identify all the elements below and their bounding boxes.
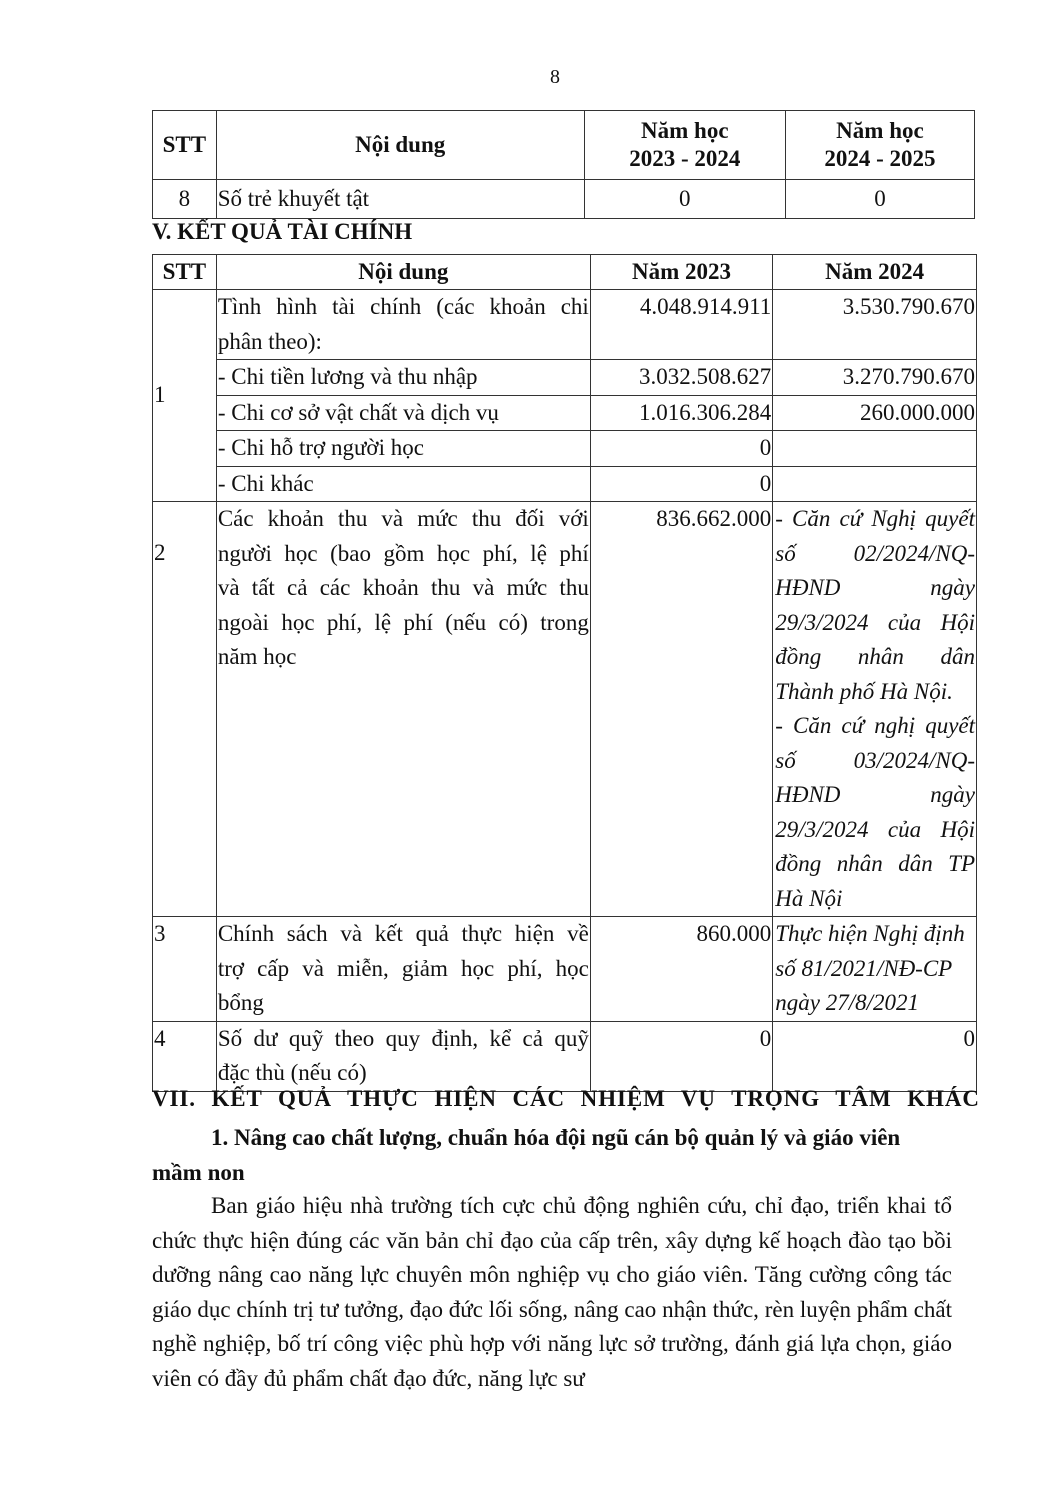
header-line: 2024 - 2025 [824, 146, 936, 171]
cell-stt [153, 502, 217, 917]
cell-noi-dung [216, 502, 590, 917]
cell-stt: 1 [153, 290, 217, 502]
cell-value-2024 [773, 431, 977, 467]
text-line: Các khoản thu và mức thu đối với [217, 506, 589, 531]
cell-value-2024: 0 [773, 1021, 977, 1091]
cell-note-2024 [773, 502, 977, 917]
note-line: 29/3/2024 của Hội [775, 609, 975, 635]
body-paragraph: Ban giáo hiệu nhà trường tích cực chủ động nghiên cứu, chỉ đạo, triển khai tổ chức thực hiện đúng các văn bản chỉ đạo của cấp trên, xây dựng kế hoạch đào tạo bồi dưỡng nâng cao năng lực chuyên môn nghiệp vụ cho giáo viên. Tăng cường công tác giáo dục chính trị tư tưởng, đạo đức lối sống, nâng cao nhận thức, rèn luyện phẩm chất nghề nghiệp, bố trí công việc phù hợp với năng lực sở trường, đánh giá lựa chọn, giáo viên có đầy đủ phẩm chất đạo đức, năng lực sư [152, 1193, 952, 1391]
table-row [153, 466, 977, 502]
text-line: và tất cả các khoản thu và mức thu [217, 575, 589, 600]
section-heading-other-tasks: VII. KẾT QUẢ THỰC HIỆN CÁC NHIỆM VỤ TRỌNG TÂM KHÁC [152, 1086, 980, 1111]
cell-value-2024: 3.530.790.670 [773, 290, 977, 360]
cell-note-2024 [773, 917, 977, 1022]
note-line: - Căn cứ Nghị quyết [775, 506, 975, 531]
cell-value-2023: 860.000 [590, 917, 772, 1022]
note-line: 29/3/2024 của Hội [775, 816, 975, 842]
cell-noi-dung: - Chi cơ sở vật chất và dịch vụ [216, 395, 590, 431]
stt-number: 2 [154, 540, 166, 565]
cell-value-2024: 3.270.790.670 [773, 360, 977, 396]
text-line: trợ cấp và miễn, giảm học phí, học [217, 955, 589, 981]
cell-value-2023: 0 [590, 1021, 772, 1091]
cell-noi-dung [216, 1021, 590, 1091]
subsection-heading: 1. Nâng cao chất lượng, chuẩn hóa đội ngũ cán bộ quản lý và giáo viên mầm non [152, 1125, 901, 1185]
table-row [153, 1021, 977, 1091]
cell-noi-dung: Số trẻ khuyết tật [216, 180, 584, 219]
note-line: Thành phố Hà Nội. [775, 678, 953, 704]
header-nam-hoc-2024-2025 [785, 111, 974, 180]
cell-value-2023: 0 [590, 431, 772, 467]
table-children-stats [152, 110, 975, 219]
note-line: HĐND ngày [775, 782, 975, 807]
header-line: Năm học [641, 118, 729, 143]
cell-stt: 4 [153, 1021, 217, 1091]
cell-value-2023: 836.662.000 [590, 502, 772, 917]
note-line: số 81/2021/NĐ-CP [775, 955, 953, 981]
note-line: Hà Nội [775, 885, 843, 911]
header-nam-2024: Năm 2024 [773, 255, 977, 290]
page-number: 8 [550, 66, 560, 88]
cell-value-2023: 0 [590, 466, 772, 502]
table-row [153, 180, 975, 219]
note-line: HĐND ngày [775, 575, 975, 600]
cell-stt: 8 [153, 180, 217, 219]
header-stt: STT [153, 111, 217, 180]
header-stt: STT [153, 255, 217, 290]
note-line: đồng nhân dân [775, 644, 975, 669]
table-header-row [153, 255, 977, 290]
cell-noi-dung: - Chi khác [216, 466, 590, 502]
text-line: Số dư quỹ theo quy định, kể cả quỹ [217, 1025, 589, 1051]
text-line: đặc thù (nếu có) [217, 1060, 367, 1085]
cell-value-2024 [773, 466, 977, 502]
cell-noi-dung: - Chi hỗ trợ người học [216, 431, 590, 467]
cell-value-2023: 3.032.508.627 [590, 360, 772, 396]
note-line: Thực hiện Nghị định [775, 921, 965, 946]
cell-value-2024-2025: 0 [785, 180, 974, 219]
cell-noi-dung: - Chi tiền lương và thu nhập [216, 360, 590, 396]
table-row [153, 431, 977, 467]
cell-stt: 3 [153, 917, 217, 1022]
text-line: năm học [217, 644, 297, 669]
table-financial-results [152, 254, 977, 1092]
note-line: số 03/2024/NQ- [775, 747, 975, 773]
table-row [153, 502, 977, 917]
header-noi-dung: Nội dung [216, 255, 590, 290]
text-line: Tình hình tài chính (các khoản chi [217, 294, 589, 319]
header-line: 2023 - 2024 [629, 146, 741, 171]
table-row [153, 360, 977, 396]
table-row [153, 290, 977, 360]
cell-value-2023-2024: 0 [584, 180, 785, 219]
text-line: Chính sách và kết quả thực hiện về [217, 921, 589, 946]
header-noi-dung: Nội dung [216, 111, 584, 180]
header-line: Năm học [836, 118, 924, 143]
table-row [153, 917, 977, 1022]
note-line: ngày 27/8/2021 [775, 990, 919, 1015]
text-line: bổng [217, 990, 264, 1015]
text-line: phân theo): [217, 328, 322, 354]
cell-value-2023: 4.048.914.911 [590, 290, 772, 360]
cell-noi-dung [216, 290, 590, 360]
cell-value-2024: 260.000.000 [773, 395, 977, 431]
cell-noi-dung [216, 917, 590, 1022]
note-line: số 02/2024/NQ- [775, 540, 975, 566]
header-nam-2023: Năm 2023 [590, 255, 772, 290]
text-line: người học (bao gồm học phí, lệ phí [217, 540, 589, 566]
note-line: - Căn cứ nghị quyết [775, 713, 975, 738]
header-nam-hoc-2023-2024 [584, 111, 785, 180]
table-row [153, 395, 977, 431]
cell-value-2023: 1.016.306.284 [590, 395, 772, 431]
table-header-row [153, 111, 975, 180]
section-heading-financial-results: V. KẾT QUẢ TÀI CHÍNH [152, 219, 413, 244]
note-line: đồng nhân dân TP [775, 851, 975, 876]
text-line: ngoài học phí, lệ phí (nếu có) trong [217, 609, 589, 635]
